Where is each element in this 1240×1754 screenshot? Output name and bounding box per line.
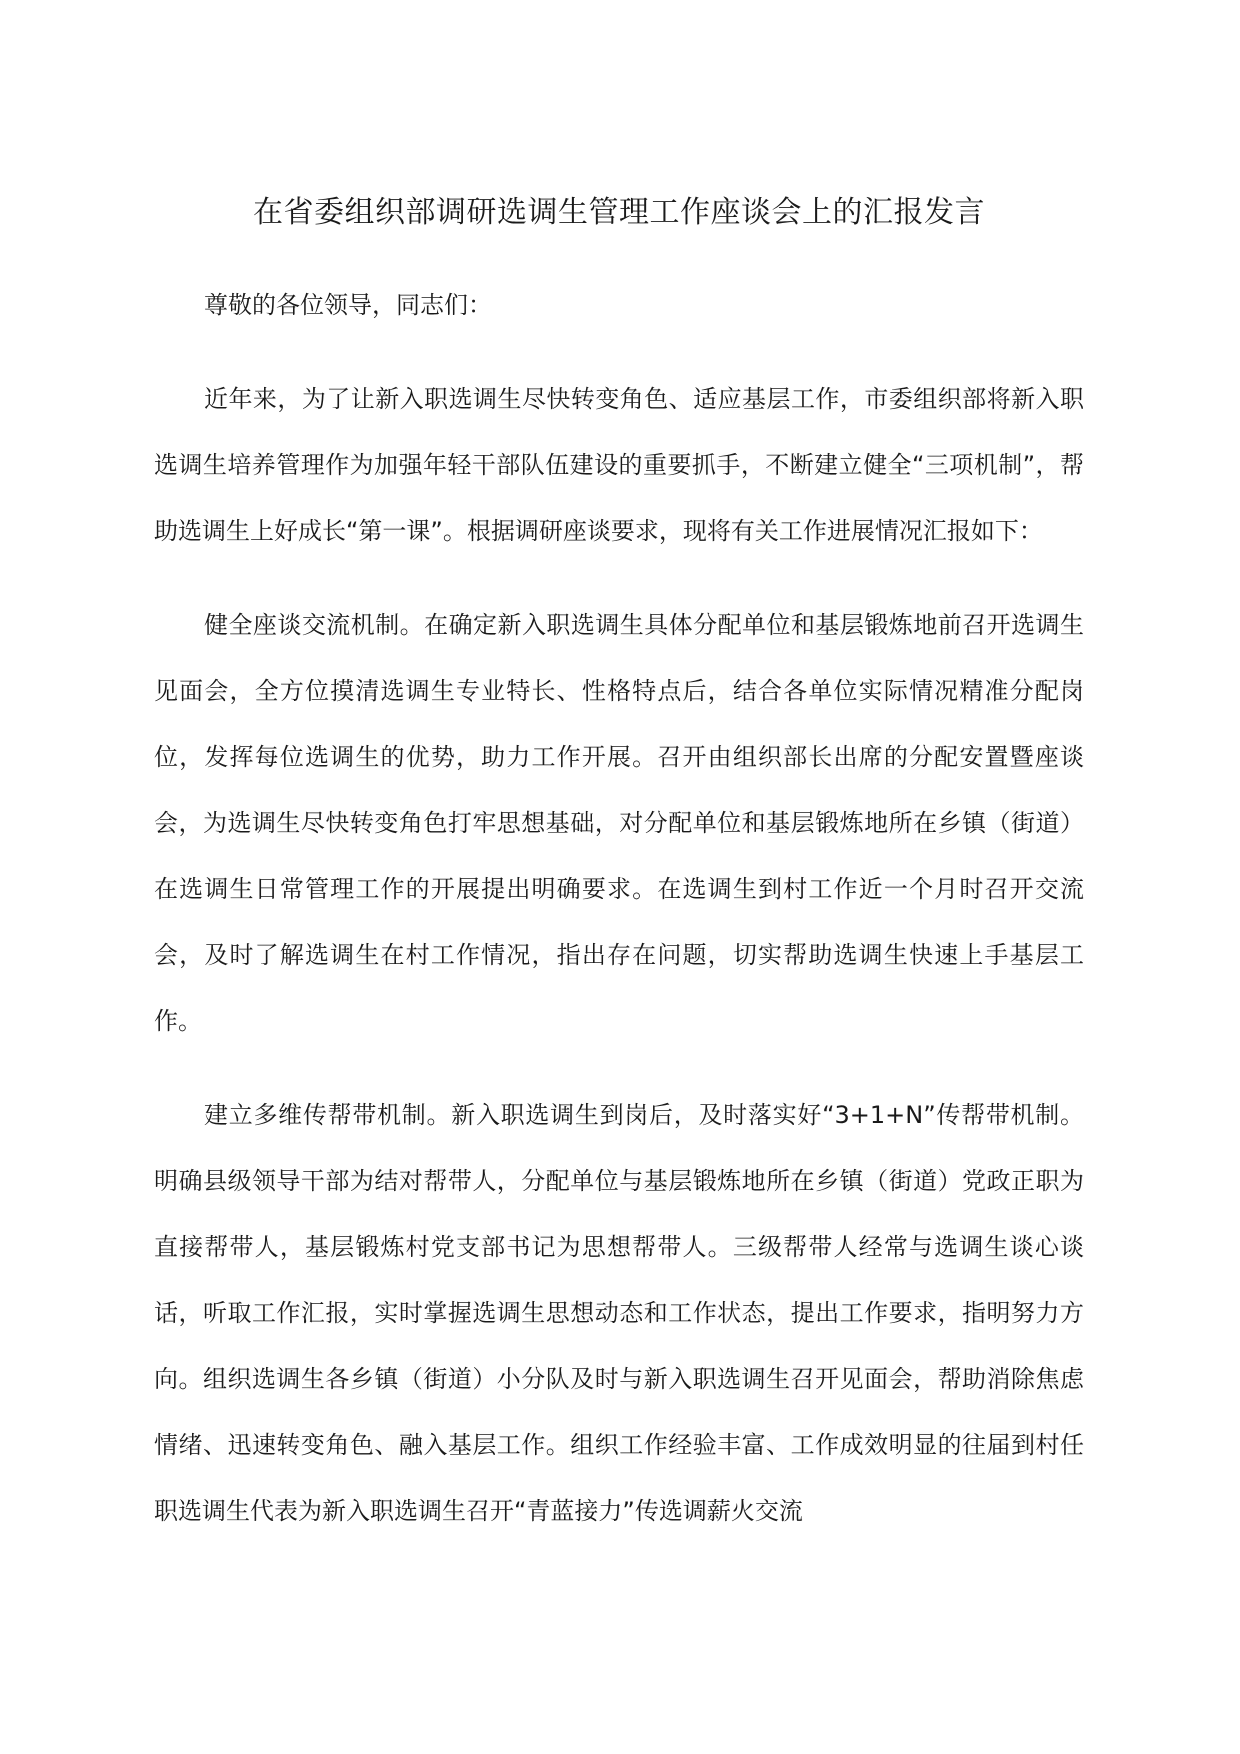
paragraph-intro: 近年来，为了让新入职选调生尽快转变角色、适应基层工作，市委组织部将新入职选调生培养管理作为加强年轻干部队伍建设的重要抓手，不断建立健全“三项机制”，帮助选调生上好成长“第一课”。根据调研座谈要求，现将有关工作进展情况汇报如下： xyxy=(154,385,1084,545)
document-title: 在省委组织部调研选调生管理工作座谈会上的汇报发言 xyxy=(253,195,985,230)
paragraph-mentoring-mechanism: 建立多维传帮带机制。新入职选调生到岗后，及时落实好“3+1+N”传帮带机制。明确县级领导干部为结对帮带人，分配单位与基层锻炼地所在乡镇（街道）党政正职为直接帮带人，基层锻炼村党支部书记为思想帮带人。三级帮带人经常与选调生谈心谈话，听取工作汇报，实时掌握选调生思想动态和工作状态，提出工作要求，指明努力方向。组织选调生各乡镇（街道）小分队及时与新入职选调生召开见面会，帮助消除焦虑情绪、迅速转变角色、融入基层工作。组织工作经验丰富、工作成效明显的往届到村任职选调生代表为新入职选调生召开“青蓝接力”传选调薪火交流 xyxy=(154,1101,1084,1525)
document-page xyxy=(154,186,1084,1544)
salutation: 尊敬的各位领导，同志们： xyxy=(204,291,492,319)
paragraph-exchange-mechanism: 健全座谈交流机制。在确定新入职选调生具体分配单位和基层锻炼地前召开选调生见面会，全方位摸清选调生专业特长、性格特点后，结合各单位实际情况精准分配岗位，发挥每位选调生的优势，助力工作开展。召开由组织部长出席的分配安置暨座谈会，为选调生尽快转变角色打牢思想基础，对分配单位和基层锻炼地所在乡镇（街道）在选调生日常管理工作的开展提出明确要求。在选调生到村工作近一个月时召开交流会，及时了解选调生在村工作情况，指出存在问题，切实帮助选调生快速上手基层工作。 xyxy=(154,611,1084,1035)
